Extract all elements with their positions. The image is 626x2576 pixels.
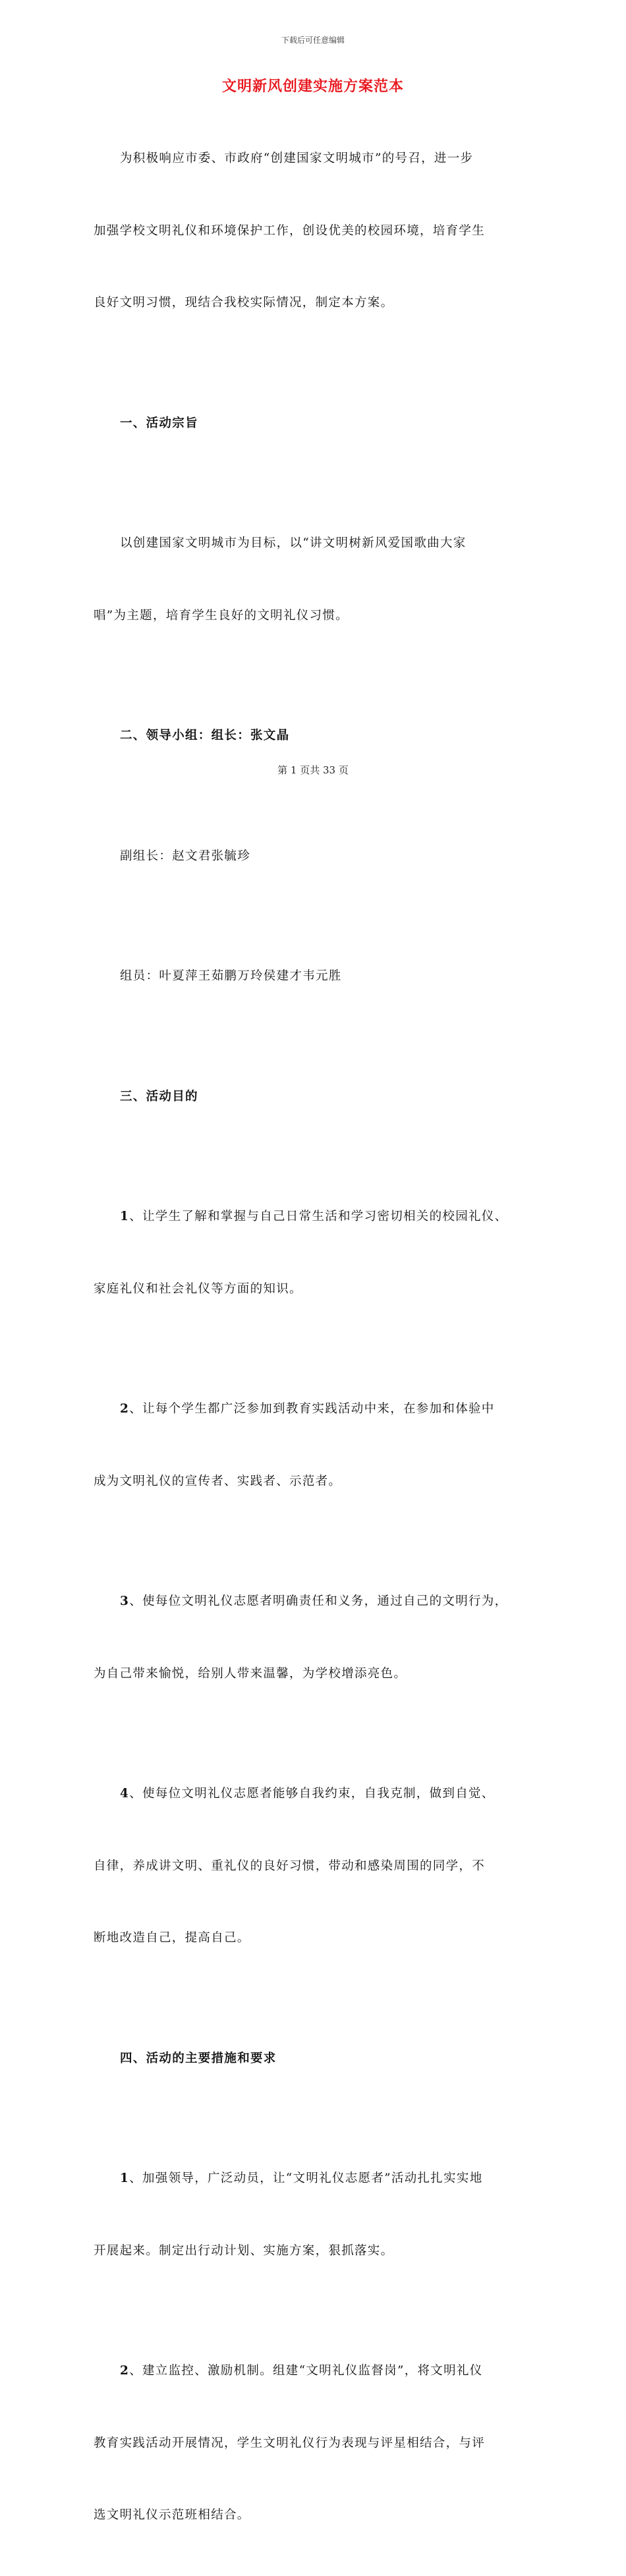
goal-item-4 <box>94 1734 542 1999</box>
section-heading-goals: 三、活动目的 <box>120 1089 198 1104</box>
goal-text: 、让每个学生都广泛参加到教育实践活动中来，在参加和体验中 <box>129 1402 495 1416</box>
intro-line: 加强学校文明礼仪和环境保护工作，创设优美的校园环境，培育学生 <box>94 223 486 238</box>
goal-text: 、使每位文明礼仪志愿者能够自我约束，自我克制，做到自觉、 <box>129 1787 495 1801</box>
document-body <box>94 99 542 2576</box>
measure-item-1 <box>94 2119 542 2311</box>
goal-text: 自律，养成讲文明、重礼仪的良好习惯，带动和感染周围的同学，不 <box>94 1859 486 1873</box>
measure-text: 教育实践活动开展情况，学生文明礼仪行为表现与评星相结合，与评 <box>94 2436 486 2450</box>
purpose-paragraph <box>94 484 542 676</box>
goal-number: 3 <box>120 1594 130 1608</box>
document-title: 文明新风创建实施方案范本 <box>221 78 404 95</box>
goal-number: 1 <box>120 1210 130 1223</box>
section-heading-purpose: 一、活动宗旨 <box>120 416 198 430</box>
goal-text: 家庭礼仪和社会礼仪等方面的知识。 <box>94 1281 302 1296</box>
goal-item-3 <box>94 1542 542 1734</box>
measure-item-2 <box>94 2311 542 2576</box>
goal-text: 、使每位文明礼仪志愿者明确责任和义务，通过自己的文明行为， <box>129 1594 508 1608</box>
goal-text: 断地改造自己，提高自己。 <box>94 1931 250 1945</box>
measure-text: 、加强领导，广泛动员，让“文明礼仪志愿者”活动扎扎实实地 <box>129 2171 483 2185</box>
goal-item-1 <box>94 1157 542 1349</box>
goal-text: 为自己带来愉悦，给别人带来温馨，为学校增添亮色。 <box>94 1666 407 1681</box>
measure-number: 1 <box>120 2171 130 2185</box>
intro-line: 良好文明习惯，现结合我校实际情况，制定本方案。 <box>94 296 394 310</box>
goal-text: 、让学生了解和掌握与自己日常生活和学习密切相关的校园礼仪、 <box>129 1210 508 1223</box>
purpose-line: 唱”为主题，培育学生良好的文明礼仪习惯。 <box>94 608 349 623</box>
goal-text: 成为文明礼仪的宣传者、实践者、示范者。 <box>94 1474 342 1488</box>
page-header-note: 下载后可任意编辑 <box>281 36 345 45</box>
intro-paragraph <box>94 99 542 364</box>
leadership-deputy: 副组长：赵文君张毓珍 <box>120 849 251 863</box>
purpose-line: 以创建国家文明城市为目标，以“讲文明树新风爱国歌曲大家 <box>120 536 467 550</box>
goal-item-2 <box>94 1349 542 1542</box>
goal-number: 2 <box>120 1402 130 1416</box>
measure-text: 开展起来。制定出行动计划、实施方案，狠抓落实。 <box>94 2243 394 2258</box>
section-heading-measures: 四、活动的主要措施和要求 <box>120 2051 277 2065</box>
measure-number: 2 <box>120 2364 130 2378</box>
leadership-members: 组员：叶夏萍王茹鹏万玲侯建才韦元胜 <box>120 969 342 983</box>
section-heading-leadership: 二、领导小组：组长：张文晶 <box>120 729 290 742</box>
measure-text: 、建立监控、激励机制。组建“文明礼仪监督岗”，将文明礼仪 <box>129 2364 483 2378</box>
intro-line: 为积极响应市委、市政府“创建国家文明城市”的号召，进一步 <box>120 152 474 165</box>
measure-text: 选文明礼仪示范班相结合。 <box>94 2508 250 2522</box>
goal-number: 4 <box>120 1787 130 1801</box>
page-number-footer: 第 1 页共 33 页 <box>277 764 349 776</box>
